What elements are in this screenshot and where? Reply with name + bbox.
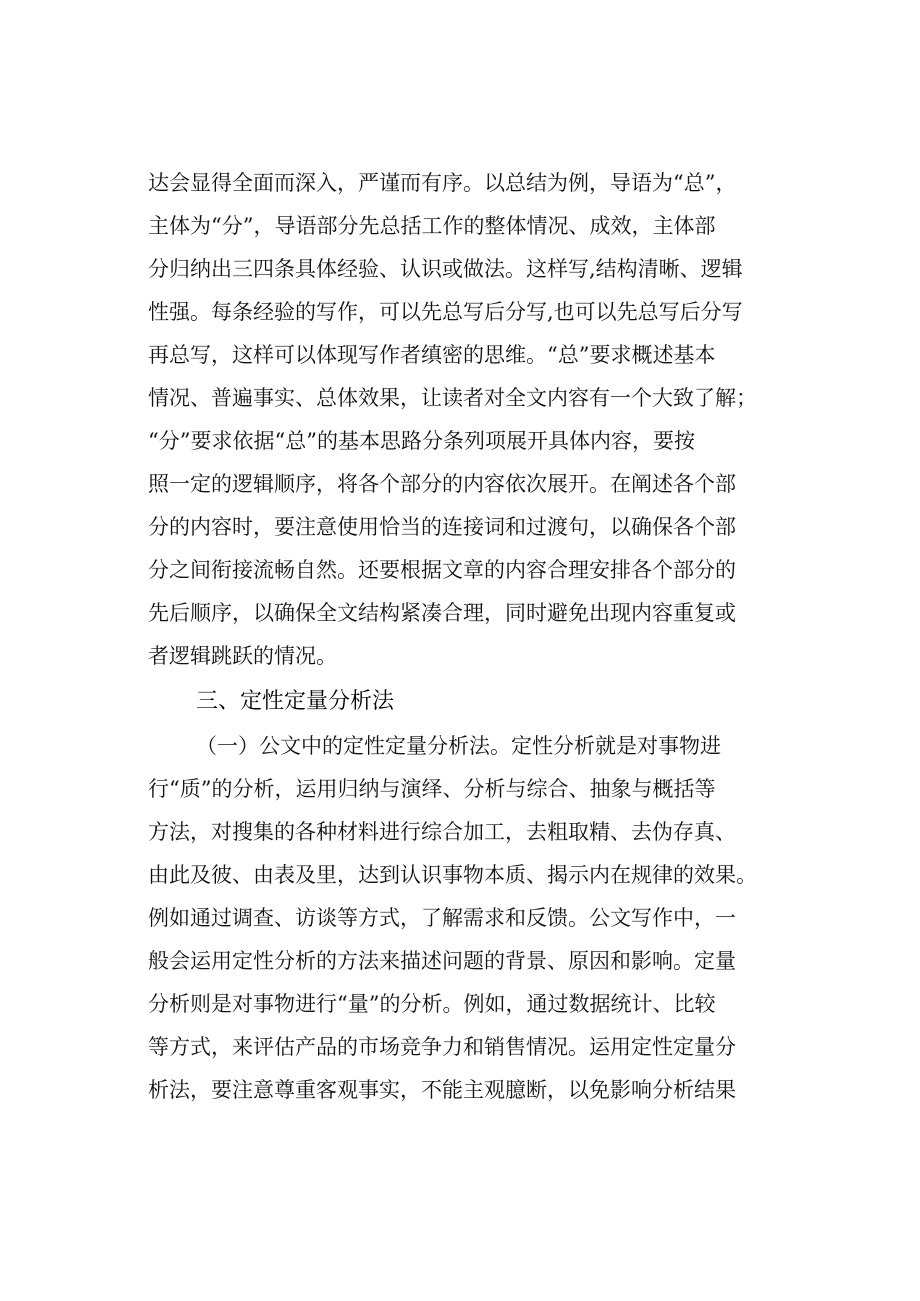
text-line: 再总写，这样可以体现写作者缜密的思维。“总”要求概述基本 xyxy=(148,343,716,367)
text-line: 行“质”的分析，运用归纳与演绎、分析与综合、抽象与概括等 xyxy=(148,777,716,801)
text-line: （一）公文中的定性定量分析法。定性分析就是对事物进 xyxy=(196,734,721,758)
text-line: 例如通过调查、访谈等方式，了解需求和反馈。公文写作中，一 xyxy=(148,906,736,930)
text-line: 等方式，来评估产品的市场竞争力和销售情况。运用定性定量分 xyxy=(148,1035,736,1059)
text-line: 方法，对搜集的各种材料进行综合加工，去粗取精、去伪存真、 xyxy=(148,820,736,844)
text-line: 分归纳出三四条具体经验、认识或做法。这样写,结构清晰、逻辑 xyxy=(148,257,743,281)
text-line: 分析则是对事物进行“量”的分析。例如，通过数据统计、比较 xyxy=(148,992,716,1016)
text-line: 性强。每条经验的写作，可以先总写后分写,也可以先总写后分写 xyxy=(148,300,743,324)
text-line: 照一定的逻辑顺序，将各个部分的内容依次展开。在阐述各个部 xyxy=(148,472,736,496)
text-line: 者逻辑跳跃的情况。 xyxy=(148,644,337,668)
text-line: 由此及彼、由表及里，达到认识事物本质、揭示内在规律的效果。 xyxy=(148,863,757,887)
text-line: 析法，要注意尊重客观事实，不能主观臆断，以免影响分析结果 xyxy=(148,1078,736,1102)
text-line: 分的内容时，要注意使用恰当的连接词和过渡句，以确保各个部 xyxy=(148,515,736,539)
section-heading: 三、定性定量分析法 xyxy=(196,689,395,714)
text-line: 主体为“分”，导语部分先总括工作的整体情况、成效，主体部 xyxy=(148,214,716,238)
text-line: 达会显得全面而深入，严谨而有序。以总结为例，导语为“总”， xyxy=(148,171,737,195)
text-line: 情况、普遍事实、总体效果，让读者对全文内容有一个大致了解； xyxy=(148,386,757,410)
text-line: 分之间衔接流畅自然。还要根据文章的内容合理安排各个部分的 xyxy=(148,558,736,582)
text-line: 先后顺序，以确保全文结构紧凑合理，同时避免出现内容重复或 xyxy=(148,601,736,625)
text-line: “分”要求依据“总”的基本思路分条列项展开具体内容，要按 xyxy=(148,429,695,453)
text-line: 般会运用定性分析的方法来描述问题的背景、原因和影响。定量 xyxy=(148,949,736,973)
